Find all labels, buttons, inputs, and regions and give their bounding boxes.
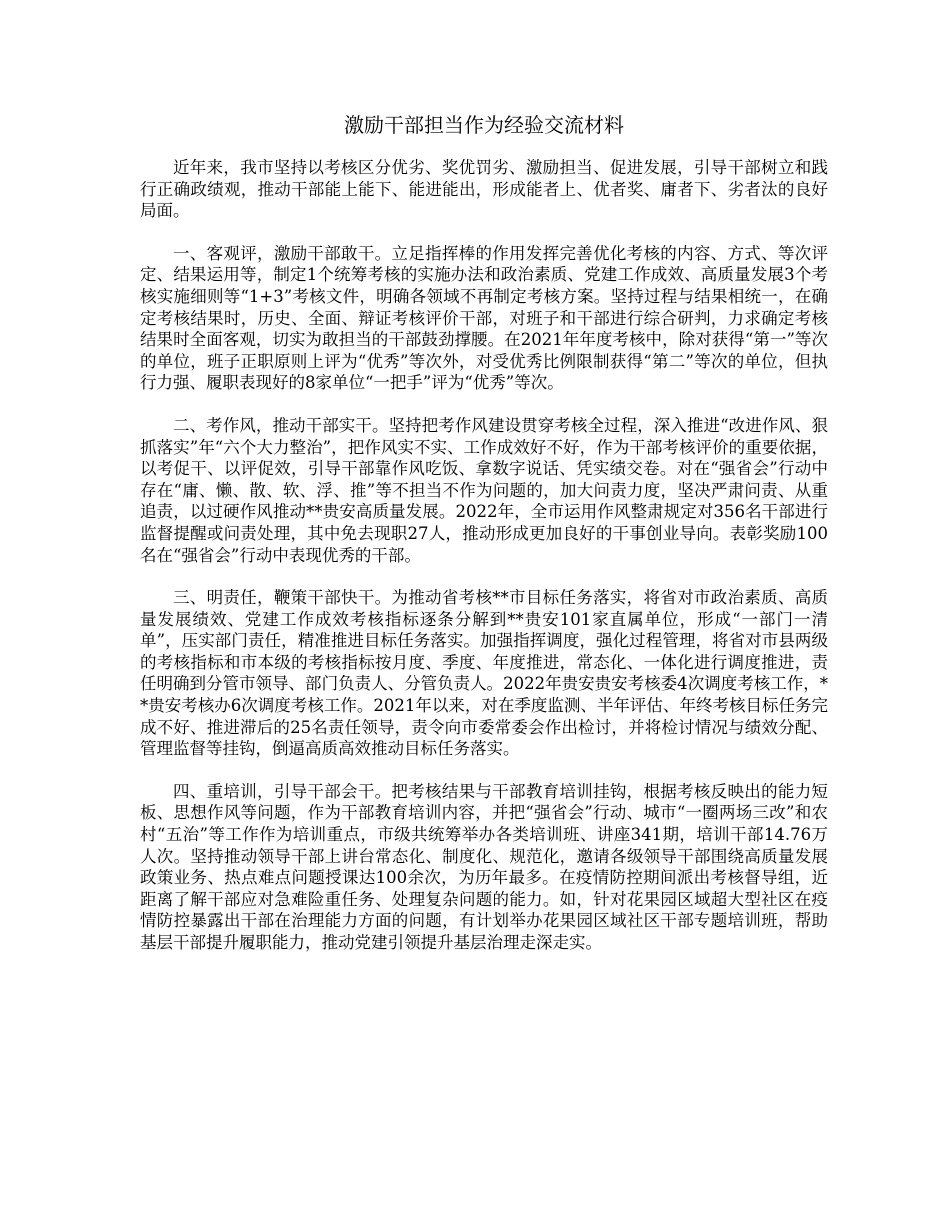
section-3-paragraph: 三、明责任，鞭策干部快干。为推动省考核**市目标任务落实，将省对市政治素质、高质量发展绩效、党建工作成效考核指标逐条分解到**贵安101家直属单位，形成“一部门一清单”，压实部门责任，精准推进目标任务落实。加强指挥调度，强化过程管理，将省对市县两级的考核指标和市本级的考核指标按月度、季度、年度推进，常态化、一体化进行调度推进，责任明确到分管市领导、部门负责人、分管负责人。2022年贵安贵安考核委4次调度考核工作，**贵安考核办6次调度考核工作。2021年以来，对在季度监测、半年评估、年终考核目标任务完成不好、推进滞后的25名责任领导，责令向市委常委会作出检讨，并将检讨情况与绩效分配、管理监督等挂钩，倒逼高质高效推动目标任务落实。 <box>140 588 828 759</box>
section-4-paragraph: 四、重培训，引导干部会干。把考核结果与干部教育培训挂钩，根据考核反映出的能力短板、思想作风等问题，作为干部教育培训内容，并把“强省会”行动、城市“一圈两场三改”和农村“五治”等工作作为培训重点，市级共统筹举办各类培训班、讲座341期，培训干部14.76万人次。坚持推动领导干部上讲台常态化、制度化、规范化，邀请各级领导干部围绕高质量发展政策业务、热点难点问题授课达100余次，为历年最多。在疫情防控期间派出考核督导组，近距离了解干部应对急难险重任务、处理复杂问题的能力。如，针对花果园区域超大型社区在疫情防控暴露出干部在治理能力方面的问题，有计划举办花果园区域社区干部专题培训班，帮助基层干部提升履职能力，推动党建引领提升基层治理走深走实。 <box>140 781 828 952</box>
intro-paragraph: 近年来，我市坚持以考核区分优劣、奖优罚劣、激励担当、促进发展，引导干部树立和践行正确政绩观，推动干部能上能下、能进能出，形成能者上、优者奖、庸者下、劣者汰的良好局面。 <box>140 158 828 221</box>
section-2-paragraph: 二、考作风，推动干部实干。坚持把考作风建设贯穿考核全过程，深入推进“改进作风、狠抓落实”年“六个大力整治”，把作风实不实、工作成效好不好，作为干部考核评价的重要依据，以考促干、以评促效，引导干部靠作风吃饭、拿数字说话、凭实绩交卷。对在“强省会”行动中存在“庸、懒、散、软、浮、推”等不担当不作为问题的，加大问责力度，坚决严肃问责、从重追责，以过硬作风推动**贵安高质量发展。2022年，全市运用作风整肃规定对356名干部进行监督提醒或问责处理，其中免去现职27人，推动形成更加良好的干事创业导向。表彰奖励100名在“强省会”行动中表现优秀的干部。 <box>140 415 828 565</box>
section-1-paragraph: 一、客观评，激励干部敢干。立足指挥棒的作用发挥完善优化考核的内容、方式、等次评定、结果运用等，制定1个统筹考核的实施办法和政治素质、党建工作成效、高质量发展3个考核实施细则等“1+3”考核文件，明确各领域不再制定考核方案。坚持过程与结果相统一，在确定考核结果时，历史、全面、辩证考核评价干部，对班子和干部进行综合研判，力求确定考核结果时全面客观，切实为敢担当的干部鼓劲撑腰。在2021年年度考核中，除对获得“第一”等次的单位，班子正职原则上评为“优秀”等次外，对受优秀比例限制获得“第二”等次的单位，但执行力强、履职表现好的8家单位“一把手”评为“优秀”等次。 <box>140 243 828 393</box>
document-title: 激励干部担当作为经验交流材料 <box>344 113 624 137</box>
document-page <box>140 110 828 975</box>
